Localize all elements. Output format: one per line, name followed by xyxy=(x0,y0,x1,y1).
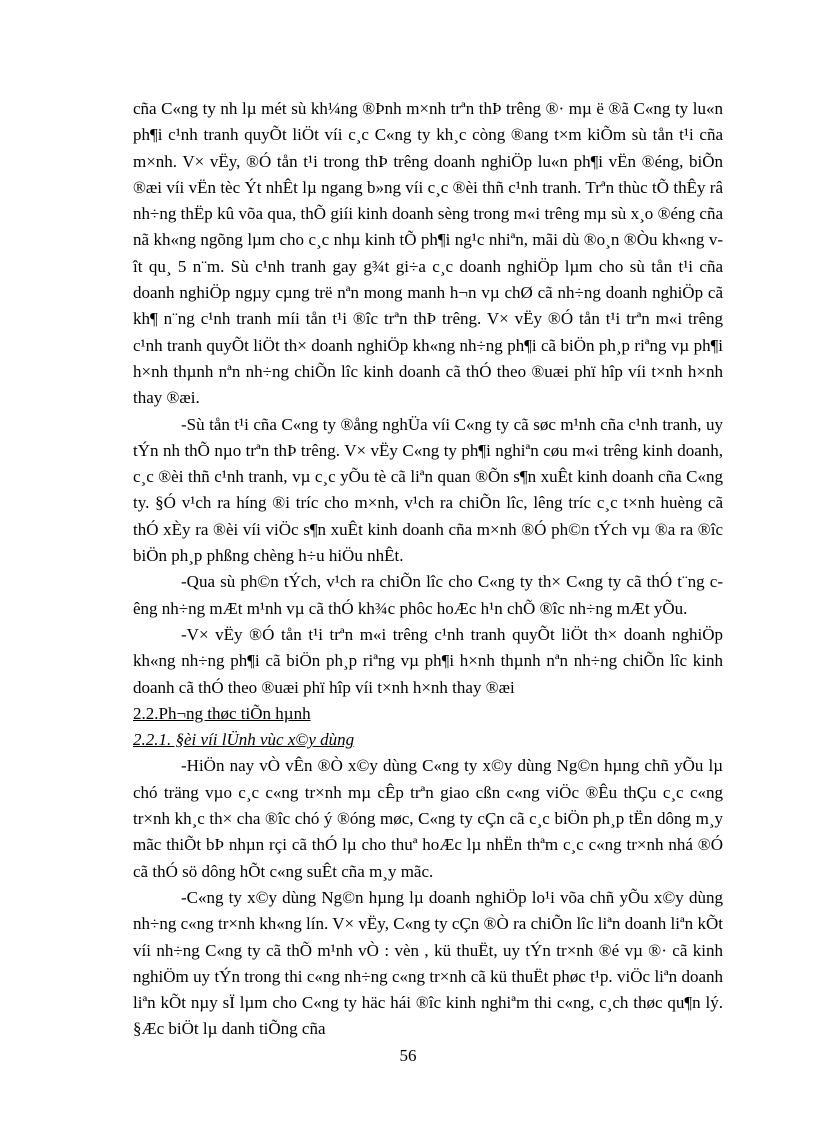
body-paragraph: -V× vËy ®Ó tån t¹i trªn m«i trêng c¹nh tranh quyÕt liÖt th× doanh nghiÖp kh«ng nh÷ng ph¶i cã biÖn ph¸p riªng vµ ph¶i h×nh thµnh nªn nh÷ng chiÕn lîc kinh doanh cã thÓ theo ®uæi phï hîp víi t×nh h×nh thay ®æi xyxy=(133,624,723,697)
section-heading xyxy=(133,701,723,727)
subsection-heading-text: 2.2.1. §èi víi lÜnh vùc x©y dùng xyxy=(133,730,355,750)
body-paragraph: -HiÖn nay vÒ vÊn ®Ò x©y dùng C«ng ty x©y dùng Ng©n hµng chñ yÕu lµ chó träng vµo c¸c c«ng tr×nh mµ cÊp trªn giao cßn c«ng viÖc ®Êu thÇu c¸c c«ng tr×nh kh¸c th× cha ®îc chó ý ®óng møc, C«ng ty cÇn cã c¸c biÖn ph¸p tËn dông m¸y mãc thiÕt bÞ nhµn rçi cã thÓ lµ cho thuª hoÆc lµ nhËn thªm c¸c c«ng tr×nh nhá ®Ó cã thÓ sö dông hÕt c«ng suÊt cña m¸y mãc. xyxy=(133,756,723,881)
subsection-heading xyxy=(133,727,723,753)
body-paragraph: -C«ng ty x©y dùng Ng©n hµng lµ doanh nghiÖp lo¹i võa chñ yÕu x©y dùng nh÷ng c«ng tr×nh kh«ng lín. V× vËy, C«ng ty cÇn ®Ò ra chiÕn lîc liªn doanh liªn kÕt víi nh÷ng C«ng ty cã thÕ m¹nh vÒ : vèn , kü thuËt, uy tÝn tr×nh ®é vµ ®· cã kinh nghiÖm uy tÝn trong thi c«ng nh÷ng c«ng tr×nh cã kü thuËt phøc t¹p. viÖc liªn doanh liªn kÕt nµy sÏ lµm cho C«ng ty häc hái ®îc kinh nghiªm thi c«ng, c¸ch thøc qu¶n lý. §Æc biÖt lµ danh tiÕng cña xyxy=(133,887,723,1039)
body-paragraph: -Qua sù ph©n tÝch, v¹ch ra chiÕn lîc cho C«ng ty th× C«ng ty cã thÓ t¨ng cêng nh÷ng mÆt m¹nh vµ cã thÓ kh¾c phôc hoÆc h¹n chÕ ®îc nh÷ng mÆt yÕu. xyxy=(133,572,723,618)
section-heading-text: 2.2.Ph¬ng thøc tiÕn hµnh xyxy=(133,703,311,723)
body-paragraph: cña C«ng ty nh lµ mét sù kh¼ng ®Þnh m×nh trªn thÞ trêng ®· mµ ë ®ã C«ng ty lu«n ph¶i c¹nh tranh quyÕt liÖt víi c¸c C«ng ty kh¸c còng ®ang t×m kiÕm sù tån t¹i cña m×nh. V× vËy, ®Ó tån t¹i trong thÞ trêng doanh nghiÖp lu«n ph¶i vËn ®éng, biÕn ®æi víi vËn tèc Ýt nhÊt lµ ngang b»ng víi c¸c ®èi thñ c¹nh tranh. Trªn thùc tÕ thÊy râ nh÷ng thËp kû võa qua, thÕ giíi kinh doanh sèng trong m«i trêng mµ sù x¸o ®éng cña nã kh«ng ngõng lµm cho c¸c nhµ kinh tÕ ph¶i ng¹c nhiªn, mãi dù ®o¸n ®Òu kh«ng vît qu¸ 5 n¨m. Sù c¹nh tranh gay g¾t gi÷a c¸c doanh nghiÖp lµm cho sù tån t¹i cña doanh nghiÖp ngµy cµng trë nªn mong manh h¬n vµ chØ cã nh÷ng doanh nghiÖp cã kh¶ n¨ng c¹nh tranh míi tån t¹i ®îc trªn thÞ trêng. V× vËy ®Ó tån t¹i trªn m«i trêng c¹nh tranh quyÕt liÖt th× doanh nghiÖp kh«ng nh÷ng ph¶i cã biÖn ph¸p riªng vµ ph¶i h×nh thµnh nªn nh÷ng chiÕn lîc kinh doanh cã thÓ theo ®uæi phï hîp víi t×nh h×nh thay ®æi. xyxy=(133,99,723,408)
body-paragraph: -Sù tån t¹i cña C«ng ty ®ång nghÜa víi C«ng ty cã søc m¹nh cña c¹nh tranh, uy tÝn nh thÕ nµo trªn thÞ trêng. V× vËy C«ng ty ph¶i nghiªn cøu m«i trêng kinh doanh, c¸c ®èi thñ c¹nh tranh, vµ c¸c yÕu tè cã liªn quan ®Õn s¶n xuÊt kinh doanh cña C«ng ty. §Ó v¹ch ra híng ®i tríc cho m×nh, v¹ch ra chiÕn lîc, lêng tríc c¸c t×nh huèng cã thÓ xÈy ra ®èi víi viÖc s¶n xuÊt kinh doanh cña m×nh ®Ó ph©n tÝch vµ ®a ra ®îc biÖn ph¸p phßng chèng h÷u hiÖu nhÊt. xyxy=(133,414,723,566)
page-body xyxy=(133,96,723,1043)
page-number: 56 xyxy=(399,1046,417,1065)
